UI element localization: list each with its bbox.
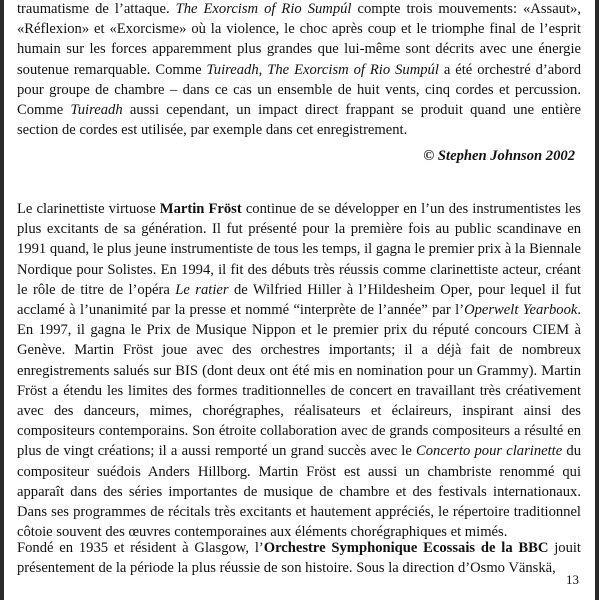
text-run: . En 1997, il gagna le Prix de Musique Nippon et le premier prix du réputé concours CIEM à Genève. Martin Fröst joue avec des orchestres importants; il a déjà fait de nombreux enregistrements salués sur BIS (dont deux ont été mis en nomination pour un Grammy). Martin Fröst a étendu les limites des formes traditionnelles de concert en travaillant très créativement avec des danceurs, mimes, chorégraphes, réalisateurs et éclaireurs, inspirant ainsi des compositeurs contemporains. Son étroite collaboration avec de grands compositeurs a résulté en plus de vingt créations; il a aussi remporté un grand succès avec le: [17, 302, 581, 460]
text-run: compte trois mouvements: «Assaut», «Réflexion» et «Exorcisme» où la violence, le choc après coup et le triomphe final de l’esprit humain sur les forces apparemment plus grandes que lui-même sont décrits avec une énergie soutenue remarquable. Comme: [17, 1, 581, 78]
scan-edge-right: [595, 0, 599, 600]
work-title: Le ratier: [175, 281, 229, 298]
page-number: 13: [566, 572, 579, 587]
text-run: jouit présentement de la période la plus réussie de son histoire. Sous la direction d’Osmo Vänskä,: [17, 540, 581, 577]
text-run: Le clarinettiste virtuose: [17, 201, 160, 217]
work-title: Concerto pour clarinette: [416, 443, 563, 460]
text-run: ,: [258, 61, 268, 78]
text-run: continue de se développer en l’un des instrumentistes les plus excitants de sa génération. Il fut présenté pour la première fois au public scandinave en 1991 quand, le plus jeune instrumentiste de tous les temps, il gagna le premier prix à la Biennale Nordique pour Solistes. En 1994, il fit des débuts très réussis comme clarinettiste acteur, créant le rôle de titre de l’opéra: [17, 201, 581, 298]
artist-name: Martin Fröst: [159, 201, 242, 217]
orchestra-name: Orchestre Symphonique Ecossais de la BBC: [263, 540, 549, 556]
text-run: de Wilfried Hiller à l’Hildesheim Oper, pour lequel il fut acclamé à l’unanimité par la presse et nommé “interprète de l’année” par l’: [17, 281, 581, 319]
text-run: aussi cependant, un impact direct frappant se produit quand une entière section de cordes est utilisée, par exemple dans cet enregistrement.: [17, 102, 581, 139]
work-title: Tuireadh: [206, 61, 259, 78]
author-signature: © Stephen Johnson 2002: [423, 148, 575, 164]
orchestra-biography-paragraph: [17, 538, 581, 578]
work-title: Tuireadh: [70, 102, 123, 119]
publication-title: Operwelt Yearbook: [464, 302, 578, 319]
text-run: Fondé en 1935 et résident à Glasgow, l’: [17, 540, 264, 556]
work-title: The Exorcism of Rio Sumpúl: [175, 1, 352, 17]
artist-biography-paragraph: [17, 199, 581, 542]
work-title: The Exorcism of Rio Sumpúl: [267, 61, 439, 78]
text-run: a été orchestré d’abord pour groupe de chambre – dans ce cas un ensemble de huit vents, cinq cordes et percussion. Comme: [17, 61, 582, 119]
text-run: du compositeur suédois Anders Hillborg. Martin Fröst est aussi un chambriste renommé qui apparaît dans des séries importantes de musique de chambre et des festivals internationaux. Dans ses programmes de récitals très excitants et hautement appréciés, le répertoire traditionnel côtoie souvent des œuvres contemporaines aux éléments chorégraphiques et mimés.: [17, 443, 581, 541]
scan-edge-left: [0, 0, 4, 600]
program-note-paragraph: [17, 0, 581, 140]
text-run: traumatisme de l’attaque.: [17, 1, 176, 17]
